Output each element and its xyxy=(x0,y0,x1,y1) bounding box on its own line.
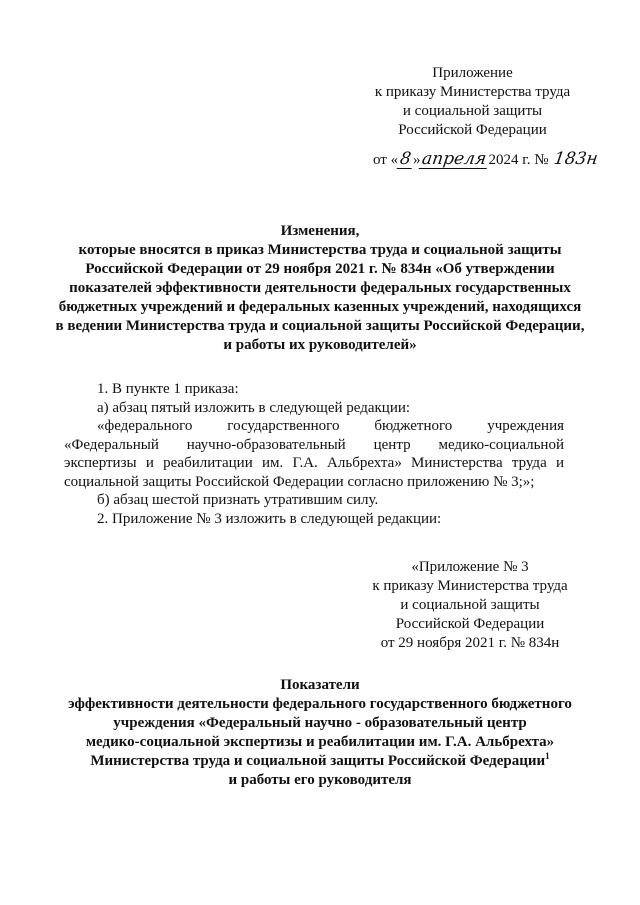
heading-line: которые вносятся в приказ Министерства труда и социальной защиты xyxy=(78,242,562,258)
indicators-line-text: Министерства труда и социальной защиты Российской Федерации xyxy=(90,753,546,769)
appendix-header xyxy=(340,64,605,140)
body-text xyxy=(64,380,564,528)
appendix-line: Российской Федерации xyxy=(398,122,547,138)
appendix-3-title: «Приложение № 3 xyxy=(411,559,529,575)
appendix-3-line: Российской Федерации xyxy=(395,616,545,632)
appendix-3-header xyxy=(355,558,585,653)
heading-line: показателей эффективности деятельности федеральных государственных xyxy=(69,280,571,296)
paragraph-4: б) абзац шестой признать утратившим силу. xyxy=(97,492,379,508)
paragraph-3: «федерального государственного бюджетного учреждения «Федеральный научно-образовательный центр медико-социальной экспертизы и реабилитации им. Г.А. Альбрехта» Министерства труда и социальной защиты Российской Федерации согласно приложению № 3;»; xyxy=(64,418,564,490)
appendix-3-line: к приказу Министерства труда xyxy=(372,578,568,594)
appendix-3-line: и социальной защиты xyxy=(400,597,540,613)
indicators-line xyxy=(40,752,600,771)
heading-line: бюджетных учреждений и федеральных казенных учреждений, находящихся xyxy=(58,299,582,315)
appendix-line: и социальной защиты xyxy=(402,103,543,119)
date-mid: » xyxy=(412,152,421,168)
handwritten-month: апреля xyxy=(421,149,489,169)
heading-line: в ведении Министерства труда и социальной защиты Российской Федерации, xyxy=(55,318,585,334)
indicators-line: медико-социальной экспертизы и реабилитации им. Г.А. Альбрехта» xyxy=(85,734,555,750)
appendix-3-line: от 29 ноября 2021 г. № 834н xyxy=(380,635,560,651)
paragraph-2: а) абзац пятый изложить в следующей редакции: xyxy=(97,399,411,416)
date-prefix: от « xyxy=(373,152,399,168)
footnote-mark: 1 xyxy=(545,751,550,761)
heading-line: Российской Федерации от 29 ноября 2021 г. № 834н «Об утверждении xyxy=(85,261,555,277)
heading-line: и работы их руководителей» xyxy=(223,337,417,353)
heading-line: Изменения, xyxy=(280,223,360,239)
handwritten-day: 8 xyxy=(398,149,413,169)
paragraph-1: 1. В пункте 1 приказа: xyxy=(97,381,239,397)
indicators-line: и работы его руководителя xyxy=(228,772,412,788)
changes-heading xyxy=(40,222,600,355)
date-year: 2024 г. № xyxy=(488,152,549,168)
indicators-line: эффективности деятельности федерального государственного бюджетного xyxy=(68,696,572,712)
indicators-heading xyxy=(40,676,600,790)
handwritten-order-number: 183н xyxy=(552,149,600,169)
order-date-line xyxy=(373,150,633,170)
indicators-title: Показатели xyxy=(280,677,360,693)
appendix-line: к приказу Министерства труда xyxy=(374,84,571,100)
paragraph-5: 2. Приложение № 3 изложить в следующей редакции: xyxy=(97,510,442,527)
appendix-title: Приложение xyxy=(432,65,513,81)
indicators-line: учреждения «Федеральный научно - образовательный центр xyxy=(113,715,527,731)
